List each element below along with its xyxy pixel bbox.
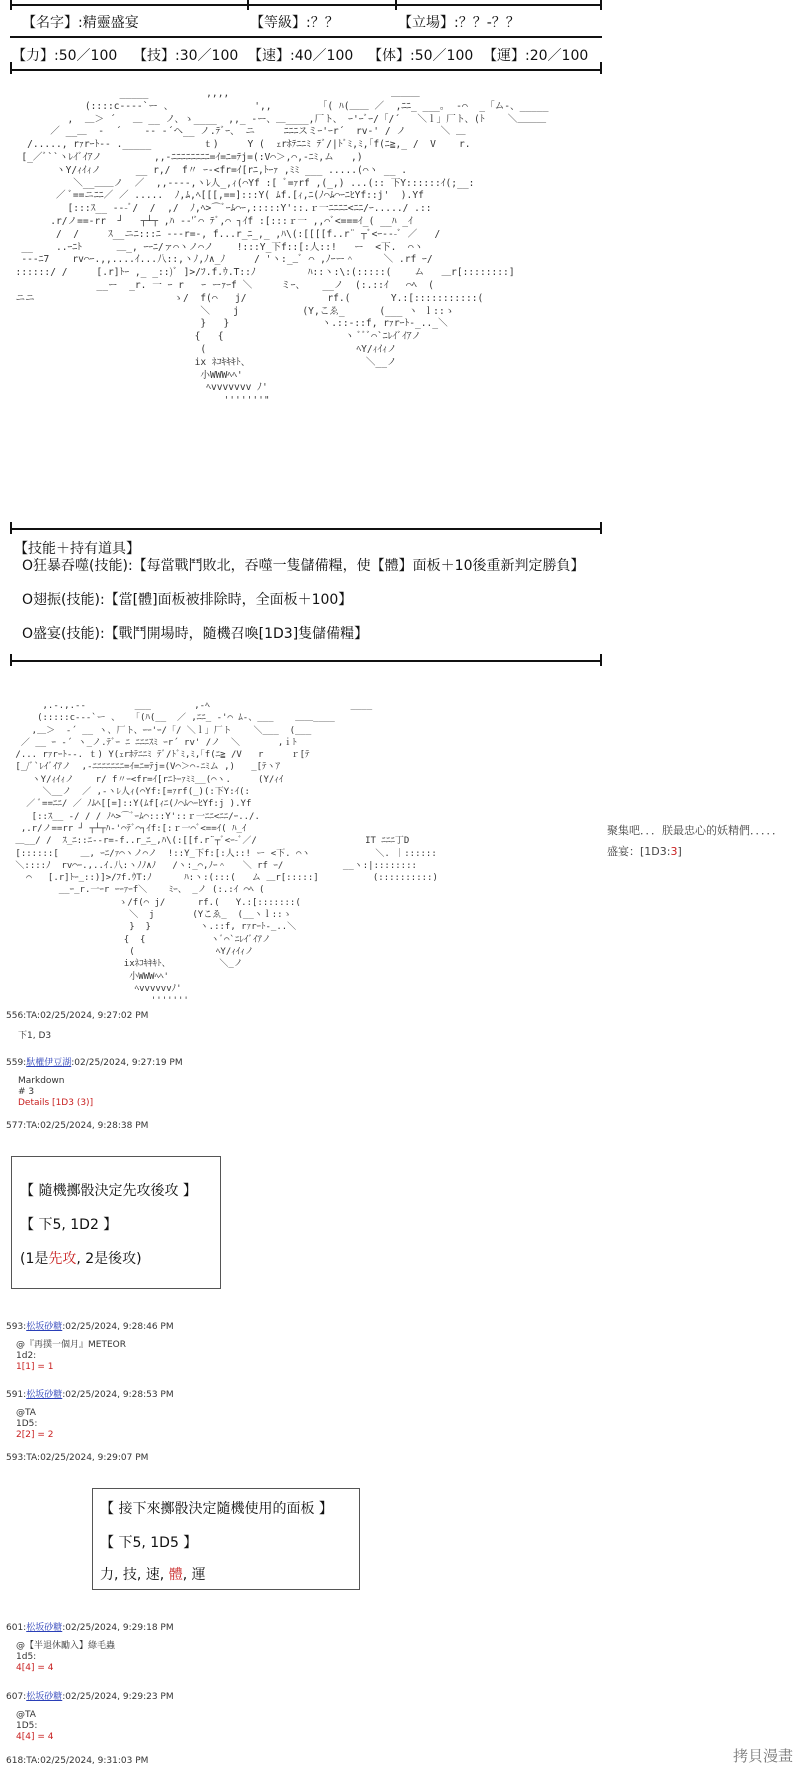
status-stance: 【立場】:？？-？？ xyxy=(398,15,520,31)
post-body: Markdown # 3 Details [1D3 (3)] xyxy=(18,1076,94,1108)
dice-result: Details [1D3 (3)] xyxy=(18,1098,94,1108)
skills-title: 【技能＋持有道具】 xyxy=(14,541,140,557)
box-line: (1是先攻, 2是後攻) xyxy=(20,1251,142,1267)
stat-luck: 【運】:20／100 xyxy=(483,48,589,64)
poster-link[interactable]: 松坂砂糖 xyxy=(26,1322,63,1332)
poster-link[interactable]: 松坂砂糖 xyxy=(26,1390,63,1400)
summon-quote: 聚集吧．．．朕最忠心的妖精們．．．．． xyxy=(607,824,783,837)
post-body: @【半退休勵入】綠毛蟲 1d5: 4[4] = 4 xyxy=(16,1641,116,1673)
dice-result: 1[1] = 1 xyxy=(16,1362,54,1372)
box-line: 【 隨機擲骰決定先攻後攻 】 xyxy=(20,1183,197,1199)
skill-item: O狂暴吞噬(技能):【每當戰鬥敗北，吞噬一隻儲備糧，使【體】面板＋10後重新判定勝負】 xyxy=(22,558,585,574)
dice-result: 2[2] = 2 xyxy=(16,1430,54,1440)
stat-speed: 【速】:40／100 xyxy=(248,48,354,64)
post-header: 618:TA:02/25/2024, 9:31:03 PM xyxy=(6,1756,149,1766)
status-bottom-border xyxy=(10,69,602,71)
poster-link[interactable]: 松坂砂糖 xyxy=(26,1623,63,1633)
post-header: 593:松坂砂糖:02/25/2024, 9:28:46 PM xyxy=(6,1322,174,1332)
post-header: 556:TA:02/25/2024, 9:27:02 PM xyxy=(6,1011,149,1021)
status-top-border xyxy=(10,4,602,6)
post-header: 601:松坂砂糖:02/25/2024, 9:29:18 PM xyxy=(6,1623,174,1633)
status-name: 【名字】:精靈盛宴 xyxy=(22,15,139,31)
skill-item: O盛宴(技能):【戰鬥開場時，隨機召喚[1D3]隻儲備糧】 xyxy=(22,626,369,642)
skill-item: O翅振(技能):【當[體]面板被排除時，全面板＋100】 xyxy=(22,592,353,608)
box-line: 【 接下來擲骰決定隨機使用的面板 】 xyxy=(100,1501,333,1517)
box-line: 力, 技, 速, 體, 運 xyxy=(100,1567,206,1583)
post-header: 591:松坂砂糖:02/25/2024, 9:28:53 PM xyxy=(6,1390,174,1400)
skills-bottom-border xyxy=(10,660,602,662)
post-body: @『再撲一個月』METEOR 1d2: 1[1] = 1 xyxy=(16,1340,126,1372)
poster-link[interactable]: 松坂砂糖 xyxy=(26,1692,63,1702)
site-watermark: 拷貝漫畫 xyxy=(733,1747,794,1765)
feast-roll: 盛宴：[1D3:3] xyxy=(607,845,682,858)
post-header: 559:馱權伊豆湖:02/25/2024, 9:27:19 PM xyxy=(6,1058,183,1068)
ascii-art-bottom: ,.-.,.-- ___ ,-ﾍ ____ (:::::c---`ー 、 「(ﾊ(__ ／ ,ﾆﾆ_ -'⌒ ﾑ-、___ ＿＿____ ,＿＞ -´ __ ヽ、厂ト、ｰｰ'ｰ/「/ ＼ｌ」厂ト ＼___ (___ ／ __ ｰ -´ ヽ_ノ.ﾃﾞｰ ﾆ ﾆﾆﾆｽﾐ ｰr´ rv' /ノ ＼ ,ｉﾄ /... rｧrｰﾄ--. ｔ) Y(ｪrﾎﾃﾆﾆﾐ ﾃﾞ/ﾄﾞﾐ,ﾐ,｢f(ﾆ≧ /V r ｒ[ﾃ [_/ﾞ`ﾚｲﾞｲｱノ ,-ﾆﾆﾆﾆﾆﾆﾆ=ｲ=ﾆ=ﾃj=(V⌒＞⌒-ﾆﾐム ,) _[ﾃヽｱ ヽY/ｨｲｨノ r/ f〃ｰ<fr=ｲ[rﾆﾄｰｧﾐﾐ__(⌒ヽ. (Y/ｨｲ ＼__ノ ／ ,-ヽﾚ人ｨ(⌒Yf:[=ｧrf(_)(:下Y:ｲ(: ／ ﾞ==ﾆﾆ/ ／ ﾉﾑﾍ[[=]::Y(ﾑf[ｨﾆ(ﾉ⌒ﾑ⌒ｰﾋYf:j ).Yf [::ｽ__ -/ / / ﾉﾍ>⌒ﾞｰﾑ⌒:::Y'::ｒ一ﾆﾆ<ﾆﾆ/ｰ../. ,.r/ノ==rr ┘ ┬┴┬ﾊ-'⌒ﾃﾞ⌒┐ｲf:[:ｒ一⌒ﾞ<==ｲ( ﾊ_ｲ ＿__/ / ｽ_ﾆ::ﾆ--r=-f..r_ﾆ_,ﾊ\(:[[f.r¨┬ﾞ<ｰ-ﾞ／/ IT ﾆﾆﾆ丁D [::::::[ ＿, ｰﾆ/ｧ⌒ヽノ⌒ノ !::Y_下f:[:人::! ー <下. ⌒ヽ ＼. ｜:::::: ＼::::ﾉ rv⌒ｰ.,..ｲ.八:ヽﾉﾉ∧ﾉ /ヽ:_⌒,ﾉｰ＾ ＼ rf ｰ/ __ヽ:|:::::::: ⌒ [.r]ﾄｰ_::)]>/ﾌf.ｳT:ﾉ ﾊ:ヽ:(:::( ム ＿r[:::::] (::::::::::) __ｰ_r.一ｰr ｰｰｧｰf＼ ﾐｰ、 _ノ (:.:ｲ ⌒ﾍ ( ゝ/f(⌒ j/ rf.( Y.:[:::::::( ＼ j (Yこゑ_ (__ヽｌ::ゝ } } ヽ.::f, rｧrｰﾄ-_..＼ { { ヽﾞ⌒`ﾆﾚｲﾞｲｱノ ( ﾍY/ｨｲｨノ ixﾈｺｷｷｷﾄ、 ＼_ノ 小WWWﾍﾍ' ﾍvvvvvvﾉ' ''''''' xyxy=(15,701,438,1007)
stat-skill: 【技】:30／100 xyxy=(133,48,239,64)
dice-result: 4[4] = 4 xyxy=(16,1663,54,1673)
post-header: 593:TA:02/25/2024, 9:29:07 PM xyxy=(6,1453,149,1463)
post-body: @TA 1D5: 4[4] = 4 xyxy=(16,1710,54,1742)
dice-result: 4[4] = 4 xyxy=(16,1732,54,1742)
post-body: 下1, D3 xyxy=(18,1031,52,1041)
stat-body: 【体】:50／100 xyxy=(368,48,474,64)
skills-top-border xyxy=(10,528,602,530)
post-header: 577:TA:02/25/2024, 9:28:38 PM xyxy=(6,1121,149,1131)
ascii-art-top: _____ ,,,, ＿＿＿ (::::c----`ー 、 ',, 「( ﾊ(＿＿ ／ ,ﾆﾆ_ ___｡ -⌒ _「ム-、_____ , ＿＞ ´ ＿ __ ノ、ゝ____ ,,_ -ー、＿____,厂ト、 ｰ'ｰﾞｰ/「/´ ＼ｌ」厂ト、(ﾄ ＼＿＿＿ ／ __＿ - ´ -- -´ヘ__ ノ.ﾃﾞｰ、 ニ ﾆﾆﾆスミｰ'ｰr´ rv-' / ノ ＼ ＿ /....., rｧrｰﾄ-- ._____ ｔ) Y ( ｪrﾎﾃﾆﾆﾐ ﾃﾞ/|ﾄﾞﾐ,ﾐ,｢f(ﾆ≧,_ / V r. [_／ﾞ``ヽﾚｲﾞｲｱノ ,,-ﾆﾆﾆﾆﾆﾆﾆﾆ=ｲ=ﾆ=ﾃj=(:V⌒＞,⌒,-ﾆﾐ,ム ,) ヽY/ｨｲｨノ __ r,/ f〃 ｰ‐<fr=ｲ[rﾆ,ﾄｰｧ ,ﾐﾐ ___ .....(⌒ヽ __ . ＼__＿＿ノ ／ ,,----,ヽﾚ人_,ｨ(⌒Yf :[ ﾞ=ｧrf ,(_,) ...(:: 下Y::::::ｲ(;__: ／ ﾞ==ニﾆﾆ／ ／ ..... ﾉ,ﾑ,ﾍ[[[,==]:::Y( ﾑf.[ｨ,ﾆ(ﾉ⌒ﾑ⌒ｰﾆﾋYf::j' ).Yf [:::ｽ__ ---ﾞ/ / ,/ ﾉ,ﾍ>⌒ﾞｰﾑ⌒ｰ,:::::Y'::.ｒ一ﾆﾆﾆﾆ<ﾆﾆ/ｰ...../ .:: .r/ノ==-rr ┘ ┬┴┬ ,ﾊ --'ﾞ⌒ ﾃﾞ,⌒ ┐ｲf :[:::ｒ一 ,,⌒ﾞ<===ｲ_( __ﾊ _ｲ / / ｽ__ニﾆ:::ﾆ ---r=-, f...r_ﾆ_,_ ,ﾊ\(:[[[[f..r¨ ┬ﾞ<ｰ---ﾞ ／ / __ ..ｰﾆﾄ ＿_, ｰｰﾆ/ァ⌒ヽノ⌒ノ !:::Y_下f::[:人::! ー <下. ⌒ヽ ---ﾆ7 rv⌒ｰ.,,....ｲ...八::,ヽﾉ,ﾉ∧_ﾉ / 'ヽ:__ﾞ ⌒ ,ﾉｰー＾ ＼ .rf ｰ/ ::::::/ / [.r]ﾄｰ ,_ _::)ﾞ ]>/ﾌ.f.ｳ.T::ﾉ ﾊ::ヽ:\:(:::::( ム ＿r[::::::::] __ー _r. 一 ｰ r ｰ ーｧｰf ＼ ミｰ、 __ノ (:.::ｲ ⌒ﾍ ( ニニ ゝ/ f(⌒ j/ rf.( Y.:[:::::::::::( ＼ j (Y,こゑ_ (___ ヽ ｌ::ゝ } } ヽ.::-::f, rｧrｰﾄ-_.._＼ { { ヽ ﾞﾞﾞ⌒`ﾆﾚｲﾞｲｱノ ( ﾍY/ｨｲｨノ ix ﾈｺｷｷｷﾄ、 ＼__ノ 小WWWﾍﾍ' ﾍvvvvvvv ﾉ' '''''''" xyxy=(15,88,549,407)
poster-link[interactable]: 馱權伊豆湖 xyxy=(26,1058,72,1068)
post-body: @TA 1D5: 2[2] = 2 xyxy=(16,1408,54,1440)
box-line: 【 下5, 1D2 】 xyxy=(20,1217,118,1233)
post-header: 607:松坂砂糖:02/25/2024, 9:29:23 PM xyxy=(6,1692,174,1702)
box-line: 【 下5, 1D5 】 xyxy=(100,1535,198,1551)
status-level: 【等級】:？？ xyxy=(250,15,339,31)
status-mid-border xyxy=(10,36,602,38)
stat-power: 【力】:50／100 xyxy=(12,48,118,64)
